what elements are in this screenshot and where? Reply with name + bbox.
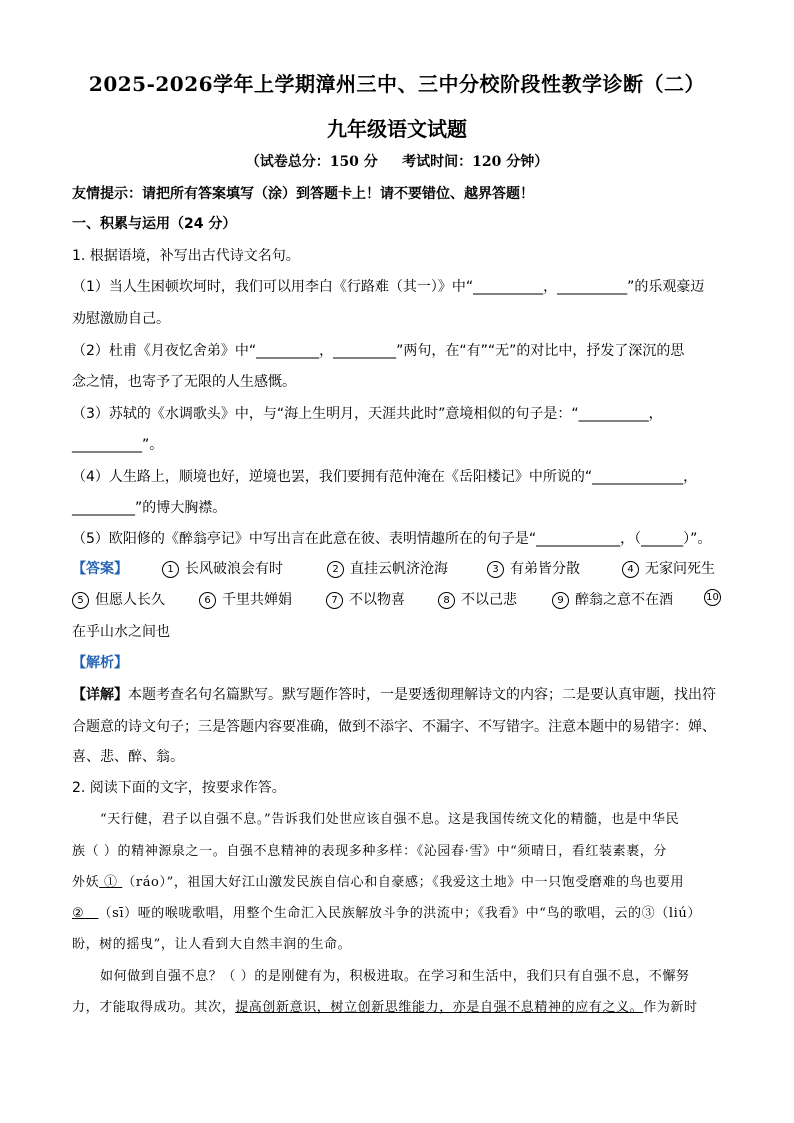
answer-item: 1 长风破浪会有时 [162,558,283,578]
answer-item: 9 醉翁之意不在酒 [552,589,673,609]
answer-item: 2 直挂云帆济沧海 [327,558,448,578]
question-1-part-1-cont: 劝慰激励自己。 [72,311,170,327]
exam-title: 2025-2026学年上学期漳州三中、三中分校阶段性教学诊断（二） [88,72,706,96]
passage-line: ② （sī）哑的喉咙歌唱，用整个生命汇入民族解放斗争的洪流中；《我看》中“鸟的歌唱，云的③（liú） [72,906,701,921]
question-1-part-3-cont: __________”。 [72,437,164,453]
question-1-stem: 1. 根据语境，补写出古代诗文名句。 [72,248,300,264]
section-heading: 一、积累与运用（24 分） [72,216,237,232]
answer-item: 5 但愿人长久 [72,589,165,609]
answer-label: 【答案】 [72,561,128,577]
answer-row-2 [72,589,732,609]
question-1-part-4-cont: _________”的博大胸襟。 [72,500,227,516]
analysis-detail-cont: 喜、悲、醉、翁。 [72,749,184,765]
passage-line: “天行健，君子以自强不息。”告诉我们处世应该自强不息。这是我国传统文化的精髓，也是中华民 [100,812,680,827]
question-2-stem: 2. 阅读下面的文字，按要求作答。 [72,780,286,796]
friendly-tip: 友情提示：请把所有答案填写（涂）到答题卡上！请不要错位、越界答题！ [72,186,534,202]
passage-line: 盼，树的摇曳”，让人看到大自然丰润的生命。 [72,937,352,952]
answer-item: 3 有弟皆分散 [487,558,580,578]
answer-tail: 在乎山水之间也 [72,624,170,640]
question-1-part-5: （5）欧阳修的《醉翁亭记》中写出言在此意在彼、表明情趣所在的句子是“____________，（______）”。 [72,531,712,547]
exam-meta: （试卷总分：150 分 考试时间：120 分钟） [245,154,549,170]
passage-line: 如何做到自强不息？（ ）的是刚健有为，积极进取。在学习和生活中，我们只有自强不息，不懈努 [100,969,690,984]
question-1-part-4: （4）人生路上，顺境也好，逆境也罢，我们要拥有范仲淹在《岳阳楼记》中所说的“_____________， [72,469,698,485]
question-1-part-2: （2）杜甫《月夜忆舍弟》中“_________，_________”两句，在“有”“无”的对比中，抒发了深沉的思 [72,343,685,359]
question-1-part-1: （1）当人生困顿坎坷时，我们可以用李白《行路难（其一）》中“__________，__________”的乐观豪迈 [72,279,705,295]
passage-line: 外妖 ① （ráo）”，祖国大好江山激发民族自信心和自豪感；《我爱这土地》中一只饱受磨难的鸟也要用 [72,875,685,890]
answer-item: 4 无家问死生 [622,558,715,578]
answer-item: 7 不以物喜 [326,589,405,609]
answer-item: 6 千里共婵娟 [199,589,292,609]
underlined-sentence: 提高创新意识，树立创新思维能力，亦是自强不息精神的应有之义。 [235,1000,644,1015]
exam-subtitle: 九年级语文试题 [327,117,467,141]
question-1-part-2-cont: 念之情，也寄予了无限的人生感慨。 [72,374,296,390]
analysis-detail: 【详解】本题考查名句名篇默写。默写题作答时，一是要透彻理解诗文的内容；二是要认真审题，找出符 [72,687,716,703]
analysis-detail-cont: 合题意的诗文句子；三是答题内容要准确，做到不添字、不漏字、不写错字。注意本题中的易错字：婵、 [72,719,716,735]
answer-row-1 [72,558,732,578]
analysis-label: 【解析】 [72,655,128,671]
passage-line: 力，才能取得成功。其次，提高创新意识，树立创新思维能力，亦是自强不息精神的应有之义。作为新时 [72,1000,698,1015]
passage-line: 族（ ）的精神源泉之一。自强不息精神的表现多种多样：《沁园春·雪》中“须晴日，看红装素裹，分 [72,844,668,859]
question-1-part-3: （3）苏轼的《水调歌头》中，与“海上生明月，天涯共此时”意境相似的句子是：“__________， [72,406,663,422]
answer-item: 8 不以己悲 [438,589,517,609]
answer-item: 10 [704,589,727,606]
